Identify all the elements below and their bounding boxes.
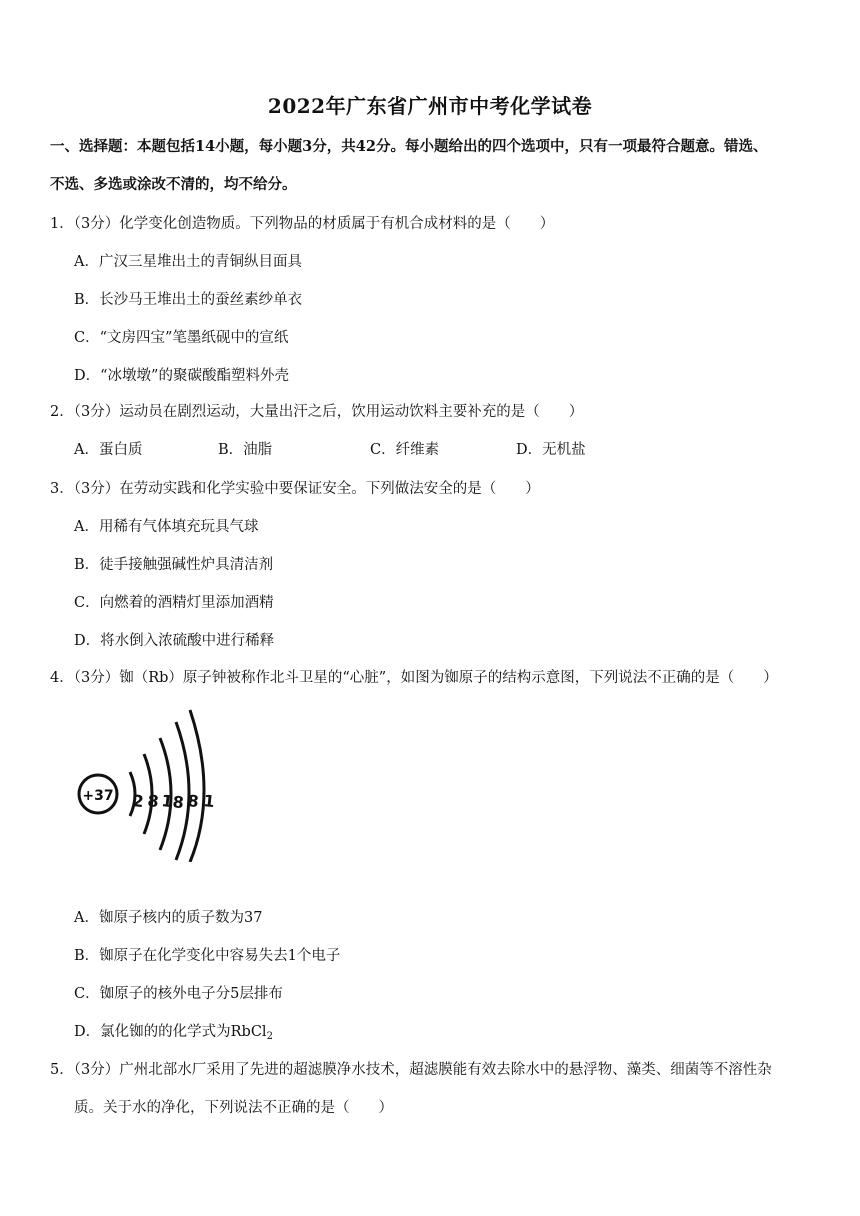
question-1-option-c: C．“文房四宝”笔墨纸砚中的宣纸 — [74, 330, 289, 346]
question-2-options — [74, 438, 634, 460]
rubidium-atom-diagram — [72, 706, 222, 862]
question-4-option-d-text: D．氯化铷的的化学式为RbCl — [74, 1024, 267, 1040]
section-line-2: 不选、多选或涂改不清的，均不给分。 — [50, 176, 297, 193]
electron-shell-5 — [190, 710, 204, 862]
question-2-option-b: B．油脂 — [218, 442, 273, 458]
question-2-option-a: A．蛋白质 — [74, 442, 143, 458]
question-1-stem: 1．（3分）化学变化创造物质。下列物品的材质属于有机合成材料的是（ ） — [50, 216, 555, 232]
question-3-option-d: D．将水倒入浓硫酸中进行稀释 — [74, 633, 275, 649]
question-5-stem-line-1: 5．（3分）广州北部水厂采用了先进的超滤膜净水技术，超滤膜能有效去除水中的悬浮物、藻类、细菌等不溶性杂 — [50, 1062, 772, 1078]
question-3-option-b: B．徒手接触强碱性炉具清洁剂 — [74, 557, 274, 573]
question-3-stem: 3．（3分）在劳动实践和化学实验中要保证安全。下列做法安全的是（ ） — [50, 481, 540, 497]
electron-count-1: 2 — [131, 791, 145, 812]
electron-count-4: 8 — [186, 791, 200, 812]
section-instructions — [50, 128, 820, 204]
question-1-option-d: D．“冰墩墩”的聚碳酸酯塑料外壳 — [74, 368, 289, 384]
question-4-option-c: C．铷原子的核外电子分5层排布 — [74, 986, 283, 1002]
question-1-option-b: B．长沙马王堆出土的蚕丝素纱单衣 — [74, 292, 303, 308]
electron-shell-4 — [176, 722, 189, 860]
question-4-option-a: A．铷原子核内的质子数为37 — [74, 910, 263, 926]
electron-count-3: 18 — [160, 791, 185, 813]
question-4-option-b: B．铷原子在化学变化中容易失去1个电子 — [74, 948, 341, 964]
question-5-stem-line-2: 质。关于水的净化，下列说法不正确的是（ ） — [74, 1100, 393, 1116]
electron-count-5: 1 — [202, 791, 216, 812]
question-2-option-d: D．无机盐 — [516, 442, 586, 458]
nucleus-charge: +37 — [82, 788, 114, 804]
section-line-1: 一、选择题：本题包括14小题，每小题3分，共42分。每小题给出的四个选项中，只有一项最符合题意。错选、 — [50, 138, 768, 155]
question-4-option-d — [74, 1020, 273, 1042]
question-2-stem: 2．（3分）运动员在剧烈运动，大量出汗之后，饮用运动饮料主要补充的是（ ） — [50, 404, 584, 420]
question-1-option-a: A．广汉三星堆出土的青铜纵目面具 — [74, 254, 302, 270]
question-2-option-c: C．纤维素 — [370, 442, 440, 458]
chlorine-subscript: 2 — [266, 1031, 273, 1042]
question-3-option-c: C．向燃着的酒精灯里添加酒精 — [74, 595, 274, 611]
electron-count-2: 8 — [146, 791, 160, 812]
page-title: 2022年广东省广州市中考化学试卷 — [267, 94, 593, 118]
question-4-stem: 4．（3分）铷（Rb）原子钟被称作北斗卫星的“心脏”，如图为铷原子的结构示意图，下列说法不正确的是（ ） — [50, 670, 778, 686]
question-3-option-a: A．用稀有气体填充玩具气球 — [74, 519, 259, 535]
